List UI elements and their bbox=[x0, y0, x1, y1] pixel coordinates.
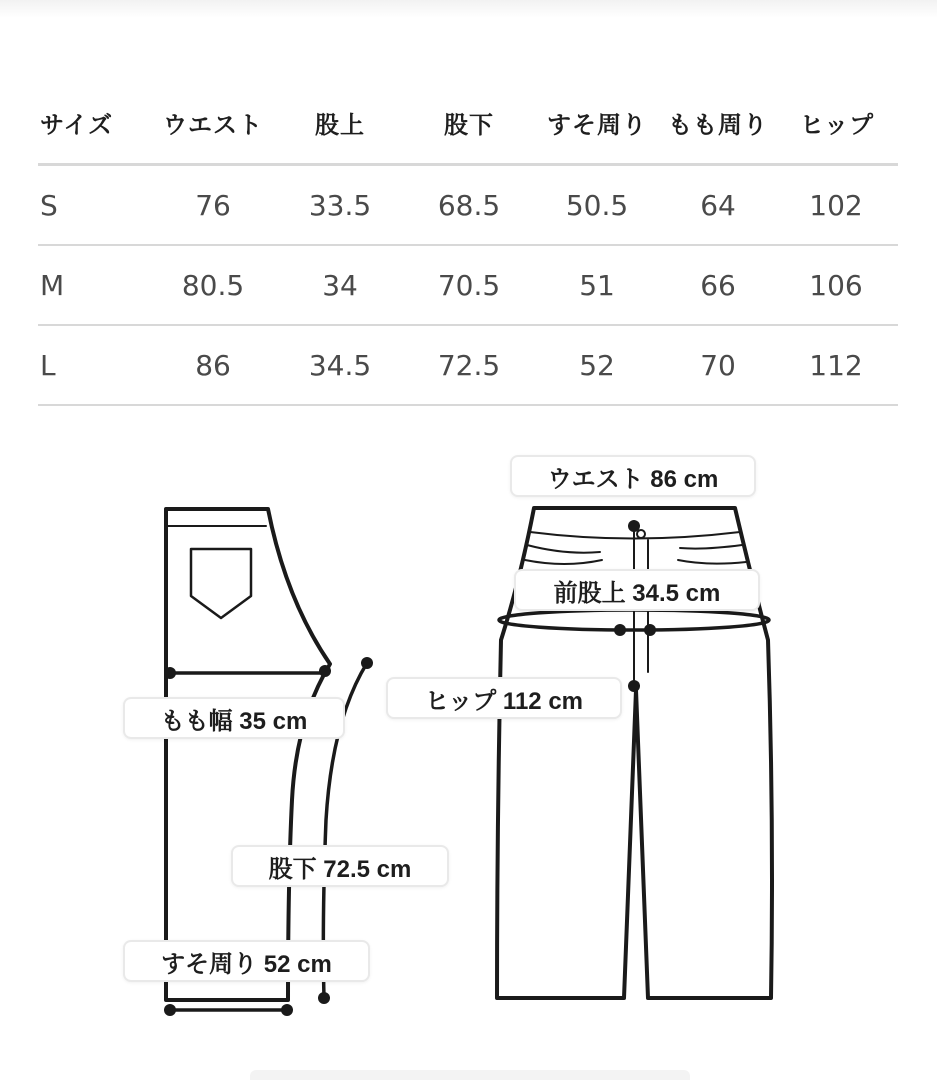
side-view-pants bbox=[166, 509, 330, 1000]
inseam-label: 股下 72.5 cm bbox=[231, 845, 449, 887]
size-cell: S bbox=[40, 188, 58, 222]
bottom-panel-edge bbox=[250, 1070, 690, 1080]
hem-label: すそ周り 52 cm bbox=[123, 940, 370, 982]
table-row: L 86 34.5 72.5 52 70 112 bbox=[38, 326, 898, 406]
table-row: M 80.5 34 70.5 51 66 106 bbox=[38, 246, 898, 326]
table-header-row: サイズ ウエスト 股上 股下 すそ周り もも周り ヒップ bbox=[38, 82, 898, 166]
front-rise-label: 前股上 34.5 cm bbox=[514, 569, 760, 611]
thigh-label: もも幅 35 cm bbox=[123, 697, 345, 739]
header-size: サイズ bbox=[40, 111, 114, 139]
table-row: S 76 33.5 68.5 50.5 64 102 bbox=[38, 166, 898, 246]
size-cell: M bbox=[40, 268, 65, 302]
waist-label: ウエスト 86 cm bbox=[510, 455, 756, 497]
hip-label: ヒップ 112 cm bbox=[386, 677, 622, 719]
size-cell: L bbox=[40, 348, 56, 382]
